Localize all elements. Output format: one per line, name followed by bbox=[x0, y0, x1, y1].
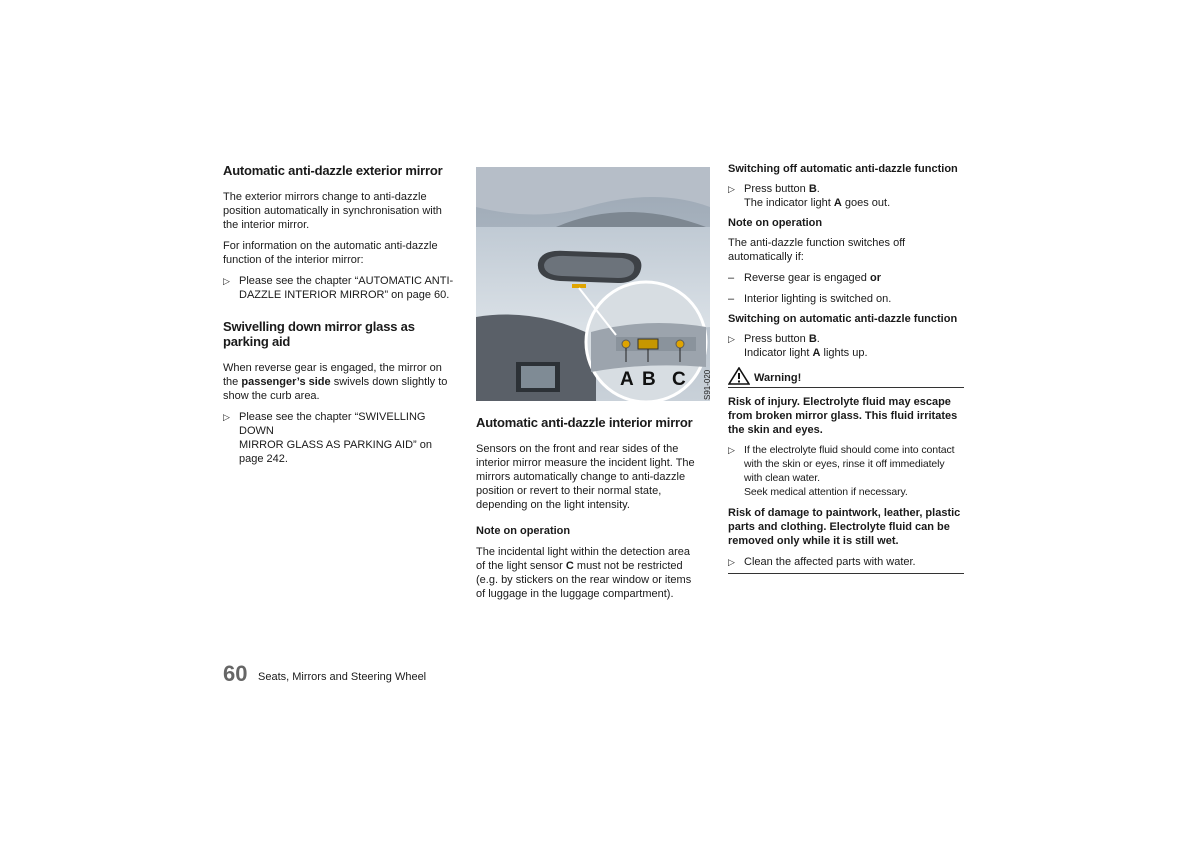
interior-mirror-illustration bbox=[476, 167, 716, 402]
warning-text: Risk of damage to paintwork, leather, plastic parts and clothing. Electrolyte fluid can be removed only while it is still wet. bbox=[728, 507, 961, 547]
list-item: ▷ Clean the affected parts with water. bbox=[728, 555, 964, 574]
list-item: ▷ Press button B. Indicator light A lights up. bbox=[728, 333, 868, 359]
figure-label-b: B bbox=[642, 369, 656, 390]
figure-code: S91-020 bbox=[703, 369, 712, 400]
heading-note: Note on operation bbox=[728, 217, 823, 229]
warning-text: Risk of injury. Electrolyte fluid may escape from broken mirror glass. This fluid irritates the skin and eyes. bbox=[728, 396, 958, 436]
heading-note: Note on operation bbox=[476, 525, 571, 537]
paragraph: The anti-dazzle function switches off automatically if: bbox=[728, 237, 906, 263]
warning-header bbox=[728, 367, 964, 388]
heading-switch-on: Switching on automatic anti-dazzle function bbox=[728, 313, 958, 325]
list-item: – Reverse gear is engaged or bbox=[728, 272, 881, 284]
heading-exterior-mirror: Automatic anti-dazzle exterior mirror bbox=[223, 163, 443, 178]
triangle-bullet-icon: ▷ bbox=[728, 334, 735, 344]
page-number: 60 bbox=[223, 661, 248, 686]
heading-interior-mirror: Automatic anti-dazzle interior mirror bbox=[476, 415, 693, 430]
warning-icon bbox=[728, 367, 750, 385]
figure-label-a: A bbox=[620, 369, 634, 390]
triangle-bullet-icon: ▷ bbox=[728, 184, 735, 194]
column-middle bbox=[476, 415, 714, 601]
mirror-figure bbox=[476, 167, 716, 402]
paragraph: The incidental light within the detection area of the light sensor C must not be restricted (e.g. by stickers on the rear window or items of luggage in the luggage compartment). bbox=[476, 546, 692, 600]
paragraph: Sensors on the front and rear sides of the interior mirror measure the incident light. The mirrors automatically change to anti-dazzle position or revert to their normal state, depending on the light intensity. bbox=[476, 443, 695, 511]
triangle-bullet-icon: ▷ bbox=[223, 412, 230, 422]
triangle-bullet-icon: ▷ bbox=[728, 557, 735, 567]
list-item: – Interior lighting is switched on. bbox=[728, 293, 892, 305]
heading-switch-off: Switching off automatic anti-dazzle function bbox=[728, 163, 958, 175]
list-item: ▷ If the electrolyte fluid should come into contact with the skin or eyes, rinse it off immediately with clean water. Seek medical attention if necessary. bbox=[728, 444, 955, 498]
list-item: ▷ Please see the chapter “AUTOMATIC ANTI- DAZZLE INTERIOR MIRROR” on page 60. bbox=[223, 275, 454, 301]
paragraph: The exterior mirrors change to anti-dazzle position automatically in synchronisation with the interior mirror. bbox=[223, 191, 442, 231]
heading-swivel: Swivelling down mirror glass as parking aid bbox=[223, 319, 415, 349]
paragraph: For information on the automatic anti-dazzle function of the interior mirror: bbox=[223, 240, 438, 266]
list-item: ▷ Press button B. The indicator light A goes out. bbox=[728, 183, 891, 209]
column-left bbox=[223, 163, 459, 466]
paragraph: When reverse gear is engaged, the mirror on the passenger’s side swivels down slightly to show the curb area. bbox=[223, 362, 448, 402]
triangle-bullet-icon: ▷ bbox=[223, 276, 230, 286]
warning-label: Warning! bbox=[754, 372, 802, 384]
section-title: Seats, Mirrors and Steering Wheel bbox=[258, 671, 427, 683]
triangle-bullet-icon: ▷ bbox=[728, 445, 735, 455]
list-item: ▷ Please see the chapter “SWIVELLING DOWN MIRROR GLASS AS PARKING AID” on page 242. bbox=[223, 411, 432, 465]
figure-label-c: C bbox=[672, 369, 686, 390]
column-right bbox=[728, 162, 964, 574]
